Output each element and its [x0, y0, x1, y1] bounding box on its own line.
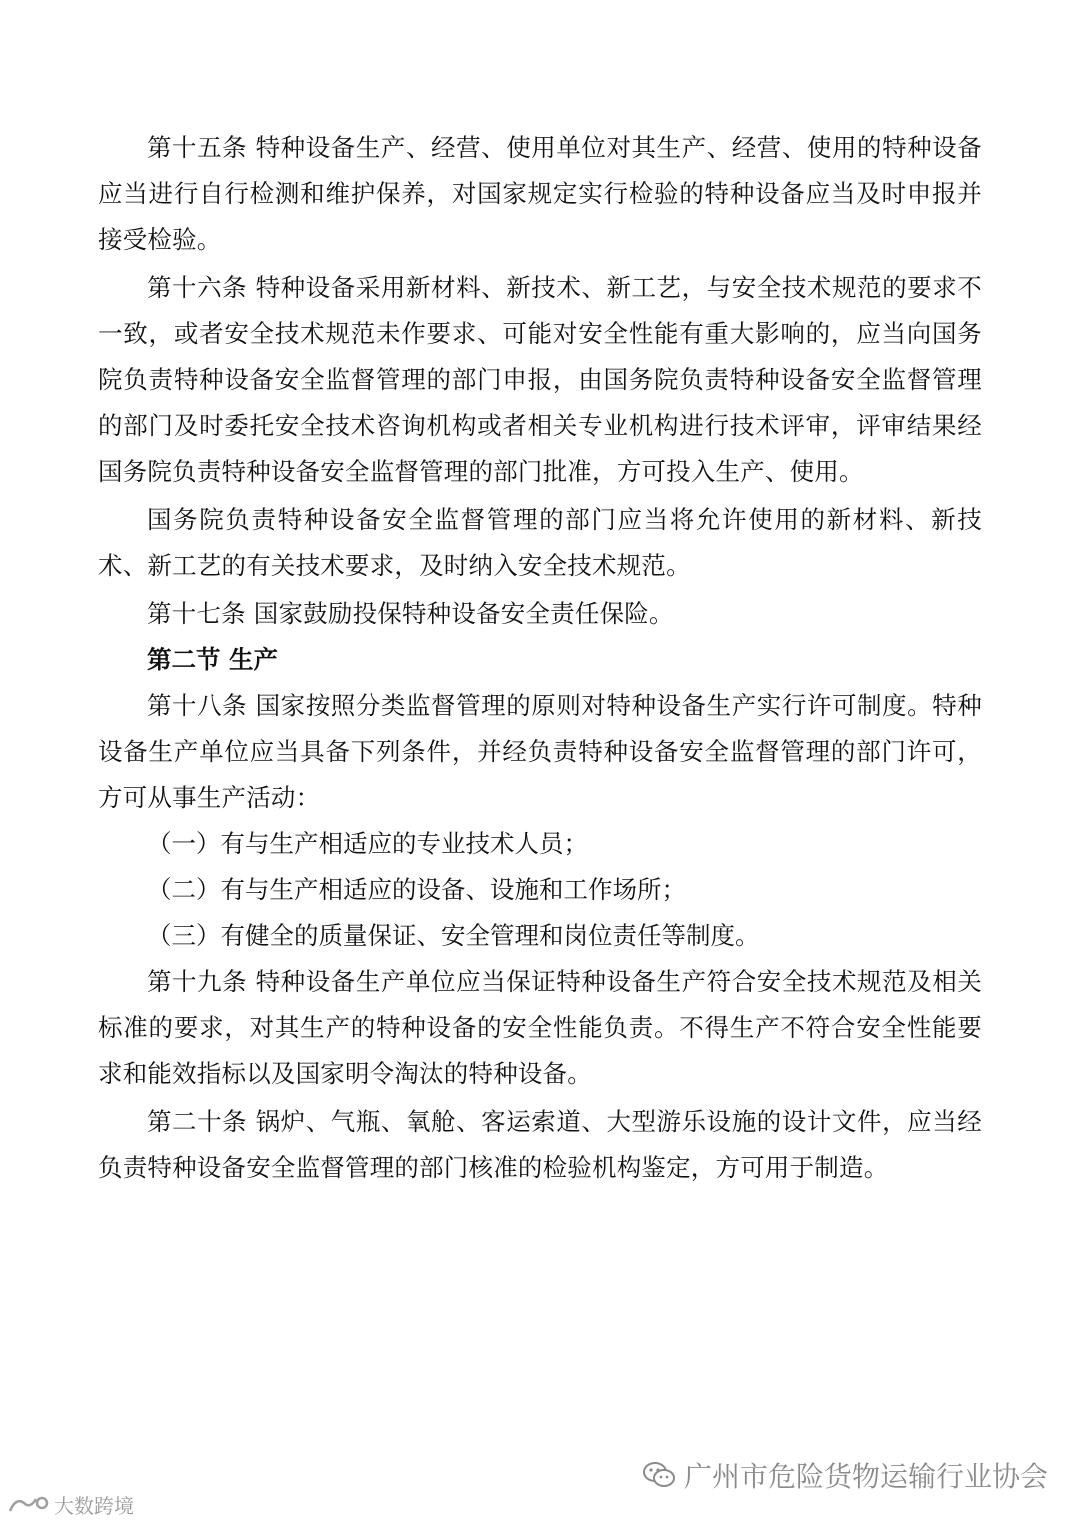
condition-item-3: （三）有健全的质量保证、安全管理和岗位责任等制度。	[147, 921, 760, 950]
source-watermark	[6, 1490, 134, 1519]
article-16: 第十六条 特种设备采用新材料、新技术、新工艺，与安全技术规范的要求不一致，或者安全技术规范未作要求、可能对安全性能有重大影响的，应当向国务院负责特种设备安全监督管理的部门申报，由国务院负责特种设备安全监督管理的部门及时委托安全技术咨询机构或者相关专业机构进行技术评审，评审结果经国务院负责特种设备安全监督管理的部门批准，方可投入生产、使用。	[98, 273, 982, 486]
condition-item-2: （二）有与生产相适应的设备、设施和工作场所；	[147, 875, 686, 904]
article-20: 第二十条 锅炉、气瓶、氧舱、客运索道、大型游乐设施的设计文件，应当经负责特种设备安全监督管理的部门核准的检验机构鉴定，方可用于制造。	[98, 1107, 982, 1182]
section-heading: 第二节 生产	[147, 645, 279, 674]
condition-item-1: （一）有与生产相适应的专业技术人员；	[147, 829, 588, 858]
source-logo-icon	[6, 1493, 50, 1517]
wechat-account-name: 广州市危险货物运输行业协会	[683, 1460, 1048, 1493]
source-name: 大数跨境	[54, 1494, 134, 1518]
wechat-icon	[642, 1460, 676, 1490]
article-19: 第十九条 特种设备生产单位应当保证特种设备生产符合安全技术规范及相关标准的要求，对其生产的特种设备的安全性能负责。不得生产不符合安全性能要求和能效指标以及国家明令淘汰的特种设备。	[98, 967, 982, 1088]
article-15: 第十五条 特种设备生产、经营、使用单位对其生产、经营、使用的特种设备应当进行自行检测和维护保养，对国家规定实行检验的特种设备应当及时申报并接受检验。	[98, 133, 982, 254]
article-16-supplement: 国务院负责特种设备安全监督管理的部门应当将允许使用的新材料、新技术、新工艺的有关技术要求，及时纳入安全技术规范。	[98, 505, 982, 580]
wechat-watermark	[642, 1455, 1048, 1495]
article-17: 第十七条 国家鼓励投保特种设备安全责任保险。	[147, 599, 674, 628]
article-18: 第十八条 国家按照分类监督管理的原则对特种设备生产实行许可制度。特种设备生产单位应当具备下列条件，并经负责特种设备安全监督管理的部门许可，方可从事生产活动：	[98, 691, 982, 812]
document-page	[98, 125, 982, 1191]
